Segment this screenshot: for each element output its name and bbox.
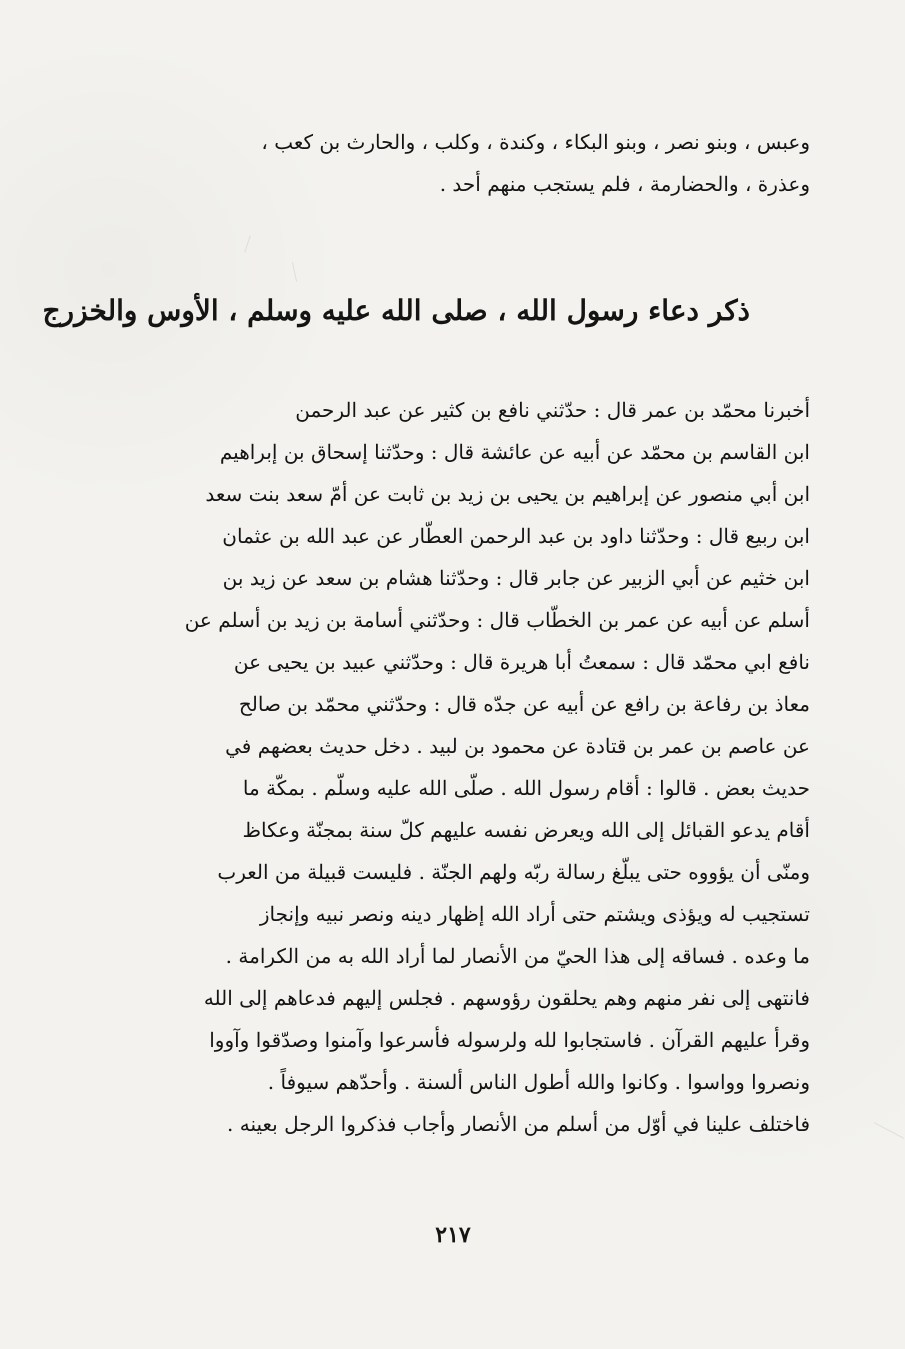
- body-line: معاذ بن رفاعة بن رافع عن أبيه عن جدّه قال : وحدّثني محمّد بن صالح: [238, 692, 810, 716]
- intro-paragraph: [102, 121, 810, 205]
- body-paragraph: [102, 389, 810, 1145]
- intro-line: وعذرة ، والحضارمة ، فلم يستجب منهم أحد .: [439, 172, 810, 196]
- section-heading: ذكر دعاء رسول الله ، صلى الله عليه وسلم ، الأوس والخزرج: [42, 294, 750, 327]
- body-line: ومنّى أن يؤووه حتى يبلّغ رسالة ربّه ولهم الجنّة . فليست قبيلة من العرب: [217, 860, 810, 884]
- page-number: ٢١٧: [435, 1222, 471, 1248]
- body-line: ابن أبي منصور عن إبراهيم بن يحيى بن زيد بن ثابت عن أمّ سعد بنت سعد: [205, 482, 810, 506]
- body-line: تستجيب له ويؤذى ويشتم حتى أراد الله إظهار دينه ونصر نبيه وإنجاز: [259, 902, 810, 926]
- scan-mark: [244, 235, 251, 252]
- body-line: ابن خثيم عن أبي الزبير عن جابر قال : وحدّثنا هشام بن سعد عن زيد بن: [222, 566, 810, 590]
- body-line: فانتهى إلى نفر منهم وهم يحلقون رؤوسهم . فجلس إليهم فدعاهم إلى الله: [203, 986, 810, 1010]
- body-line: فاختلف علينا في أوّل من أسلم من الأنصار وأجاب فذكروا الرجل بعينه .: [227, 1112, 810, 1136]
- body-line: عن عاصم بن عمر بن قتادة عن محمود بن لبيد . دخل حديث بعضهم في: [225, 734, 810, 758]
- scan-mark: [874, 1122, 904, 1139]
- body-line: ابن القاسم بن محمّد عن أبيه عن عائشة قال : وحدّثنا إسحاق بن إبراهيم: [219, 440, 810, 464]
- body-line: ما وعده . فساقه إلى هذا الحيّ من الأنصار لما أراد الله به من الكرامة .: [225, 944, 810, 968]
- body-line: ابن ربيع قال : وحدّثنا داود بن عبد الرحمن العطّار عن عبد الله بن عثمان: [222, 524, 810, 548]
- body-line: وقرأ عليهم القرآن . فاستجابوا لله ولرسوله فأسرعوا وآمنوا وصدّقوا وآووا: [209, 1028, 810, 1052]
- body-line: أسلم عن أبيه عن عمر بن الخطّاب قال : وحدّثني أسامة بن زيد بن أسلم عن: [184, 608, 810, 632]
- body-line: ونصروا وواسوا . وكانوا والله أطول الناس ألسنة . وأحدّهم سيوفاً .: [267, 1070, 810, 1094]
- body-line: حديث بعض . قالوا : أقام رسول الله . صلّى الله عليه وسلّم . بمكّة ما: [242, 776, 810, 800]
- body-line: أقام يدعو القبائل إلى الله ويعرض نفسه عليهم كلّ سنة بمجنّة وعكاظ: [242, 818, 810, 842]
- body-line: نافع ابي محمّد قال : سمعتُ أبا هريرة قال : وحدّثني عبيد بن يحيى عن: [233, 650, 810, 674]
- scan-mark: [292, 262, 297, 282]
- intro-line: وعبس ، وبنو نصر ، وبنو البكاء ، وكندة ، وكلب ، والحارث بن كعب ،: [261, 130, 810, 154]
- body-line: أخبرنا محمّد بن عمر قال : حدّثني نافع بن كثير عن عبد الرحمن: [295, 398, 810, 422]
